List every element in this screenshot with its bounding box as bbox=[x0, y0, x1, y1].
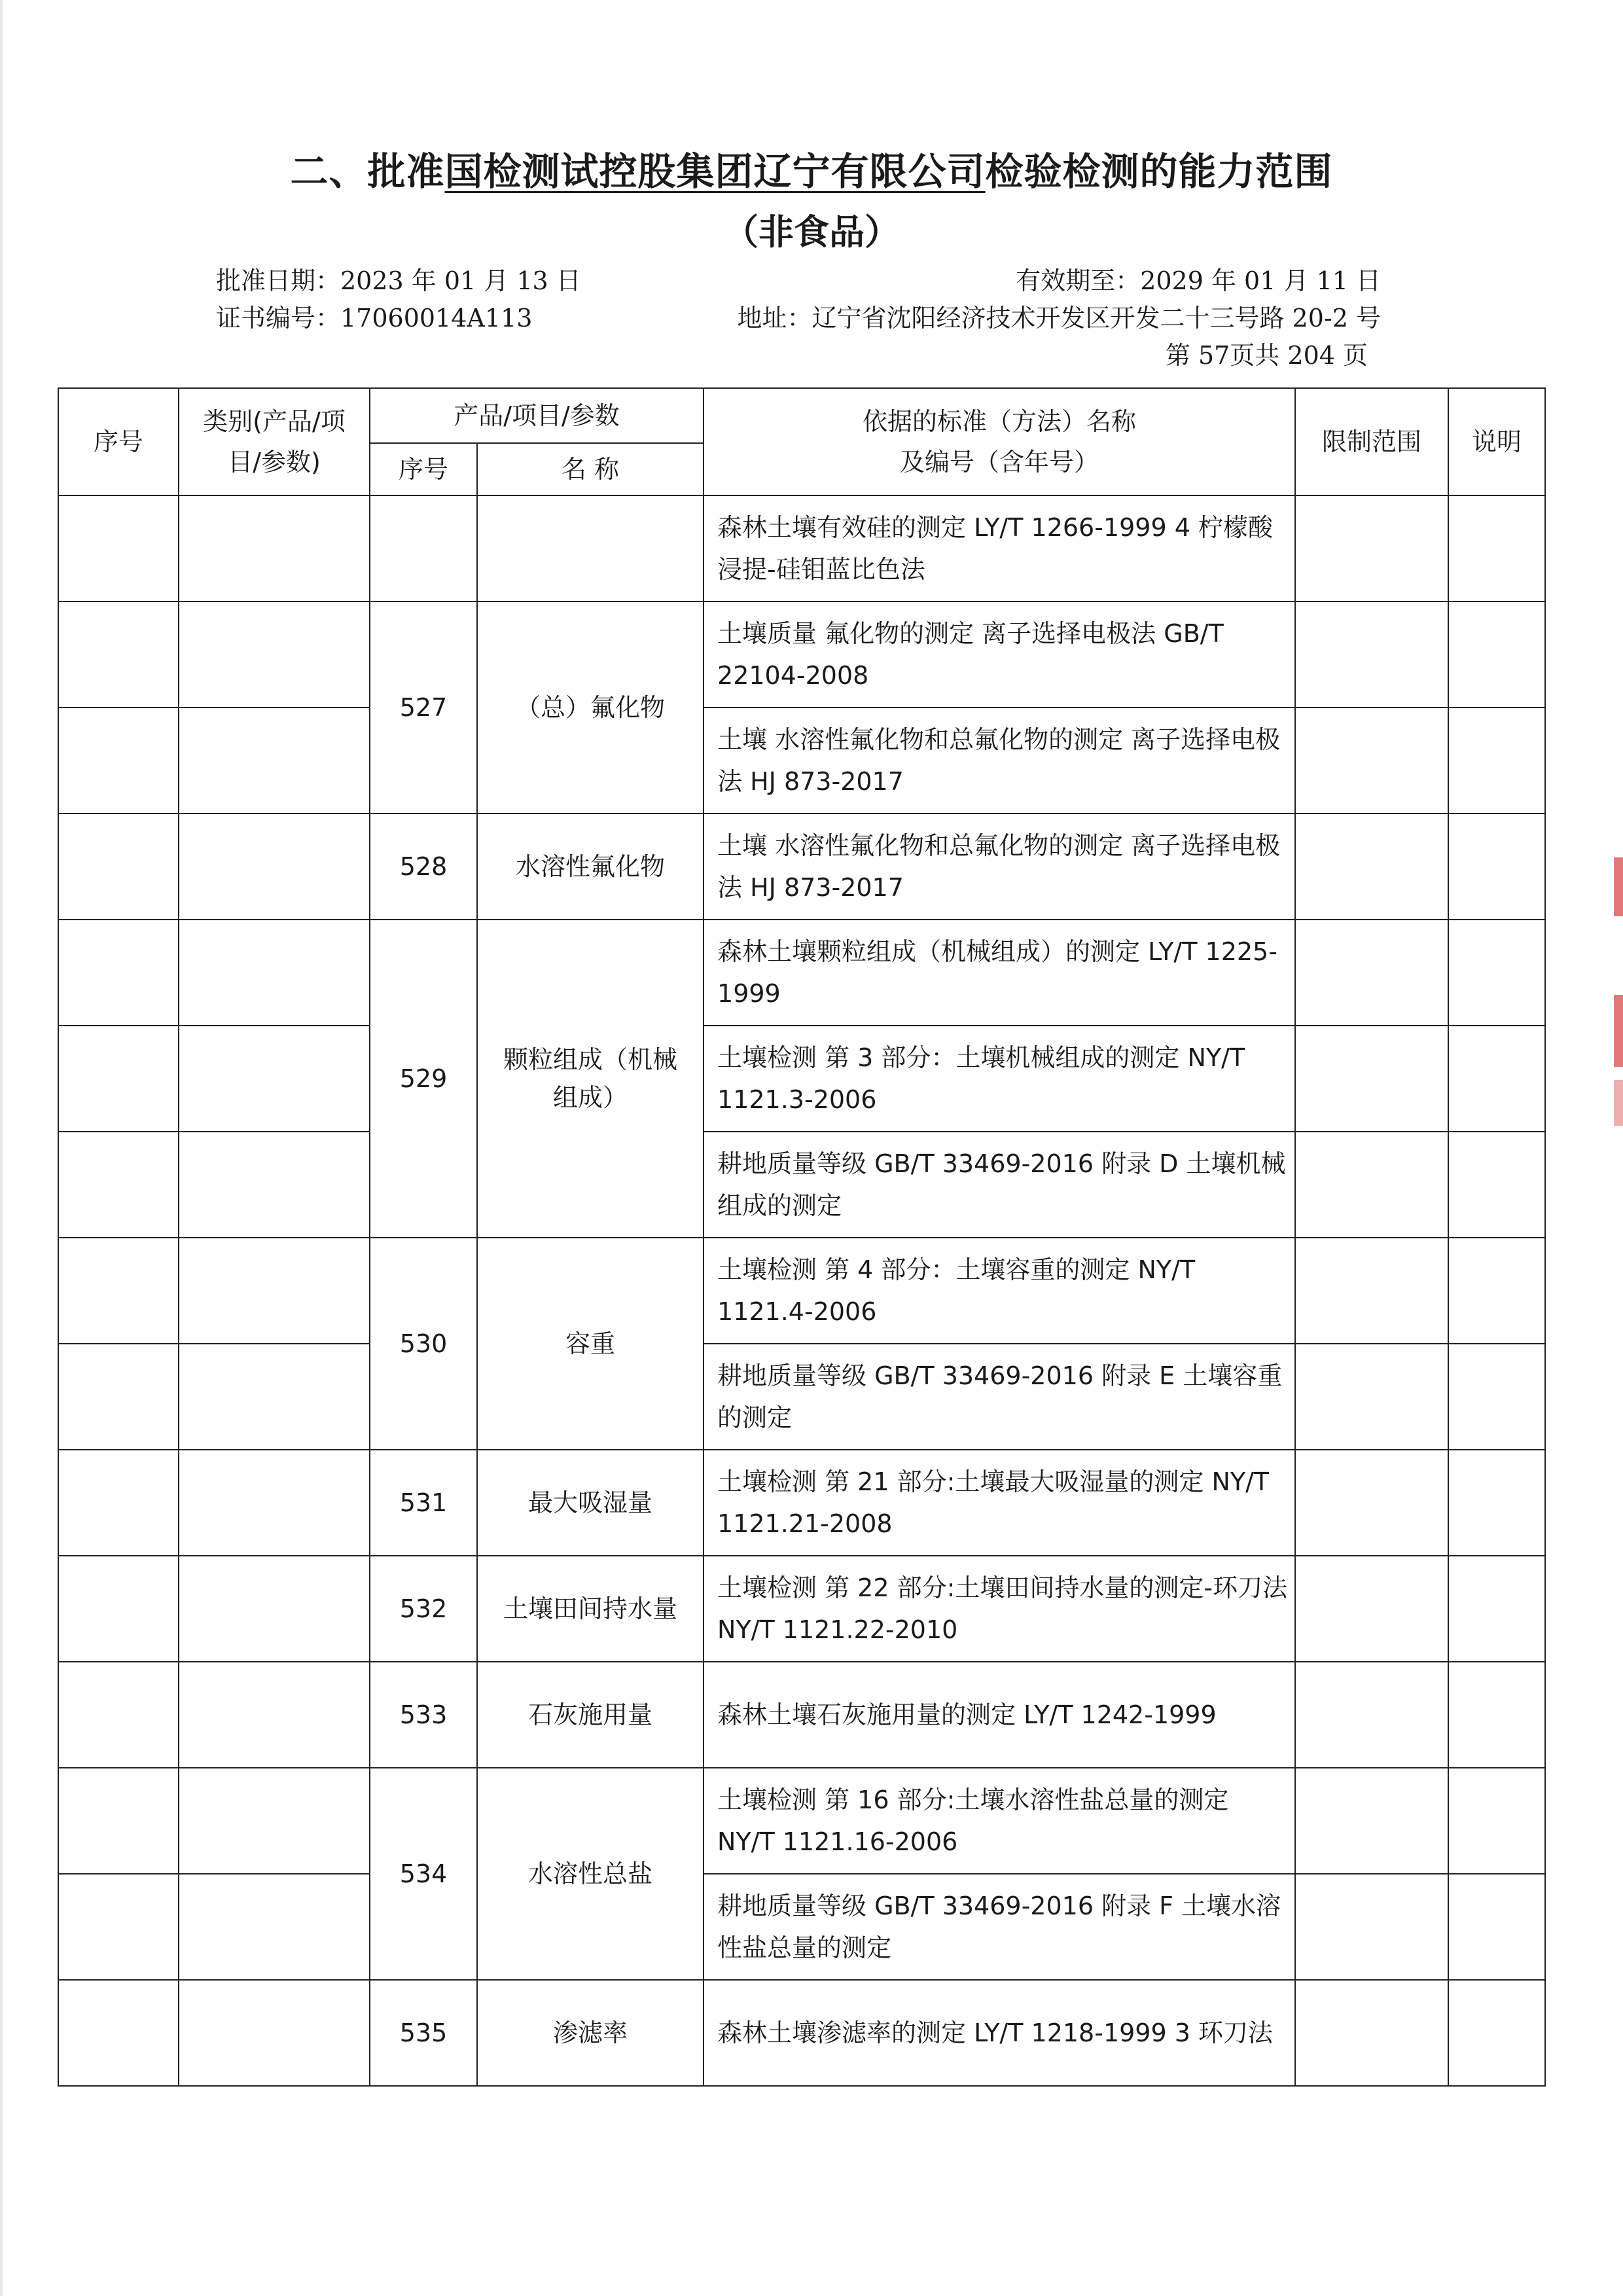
header-item-name: 名 称 bbox=[477, 443, 704, 495]
item-name: 水溶性氟化物 bbox=[477, 814, 704, 920]
item-seq bbox=[370, 495, 477, 601]
standard-cell: 土壤检测 第 3 部分：土壤机械组成的测定 NY/T 1121.3-2006 bbox=[704, 1026, 1295, 1132]
item-name: 石灰施用量 bbox=[477, 1662, 704, 1768]
item-name: 土壤田间持水量 bbox=[477, 1556, 704, 1662]
address: 地址：辽宁省沈阳经济技术开发区开发二十三号路 20-2 号 bbox=[737, 304, 1381, 332]
header-product-group: 产品/项目/参数 bbox=[370, 388, 704, 443]
seal-mark bbox=[1614, 857, 1623, 916]
certificate-number: 证书编号：17060014A113 bbox=[216, 304, 533, 332]
table-row bbox=[58, 1450, 1545, 1556]
approval-date: 批准日期：2023 年 01 月 13 日 bbox=[216, 266, 581, 295]
table-row bbox=[58, 1556, 1545, 1662]
page-title: 二、批准国检测试控股集团辽宁有限公司检验检测的能力范围 bbox=[290, 149, 1333, 194]
item-name: 渗滤率 bbox=[477, 1980, 704, 2086]
standard-cell: 土壤检测 第 22 部分:土壤田间持水量的测定-环刀法 NY/T 1121.22-2010 bbox=[704, 1556, 1295, 1662]
standard-cell: 耕地质量等级 GB/T 33469-2016 附录 D 土壤机械组成的测定 bbox=[704, 1132, 1295, 1238]
standard-cell: 土壤质量 氟化物的测定 离子选择电极法 GB/T 22104-2008 bbox=[704, 601, 1295, 708]
header-standard: 依据的标准（方法）名称 及编号（含年号） bbox=[704, 388, 1295, 495]
standard-cell: 耕地质量等级 GB/T 33469-2016 附录 F 土壤水溶性盐总量的测定 bbox=[704, 1874, 1295, 1980]
table-row bbox=[58, 1768, 1545, 1874]
table-row bbox=[58, 920, 1545, 1026]
item-name: 最大吸湿量 bbox=[477, 1450, 704, 1556]
header-limit: 限制范围 bbox=[1295, 388, 1448, 495]
header-seq: 序号 bbox=[58, 388, 179, 495]
item-seq: 531 bbox=[370, 1450, 477, 1556]
header-category: 类别(产品/项目/参数) bbox=[179, 388, 370, 495]
seal-mark bbox=[1614, 995, 1623, 1067]
valid-until: 有效期至：2029 年 01 月 11 日 bbox=[1016, 266, 1381, 295]
item-seq: 533 bbox=[370, 1662, 477, 1768]
standard-cell: 森林土壤颗粒组成（机械组成）的测定 LY/T 1225-1999 bbox=[704, 920, 1295, 1026]
header-item-seq: 序号 bbox=[370, 443, 477, 495]
item-seq: 529 bbox=[370, 920, 477, 1238]
table-row bbox=[58, 1344, 1545, 1450]
table-row bbox=[58, 495, 1545, 601]
table-row bbox=[58, 1132, 1545, 1238]
item-seq: 528 bbox=[370, 814, 477, 920]
item-name bbox=[477, 495, 704, 601]
standard-cell: 土壤 水溶性氟化物和总氟化物的测定 离子选择电极法 HJ 873-2017 bbox=[704, 814, 1295, 920]
item-name: 水溶性总盐 bbox=[477, 1768, 704, 1980]
header-note: 说明 bbox=[1448, 388, 1545, 495]
standard-cell: 耕地质量等级 GB/T 33469-2016 附录 E 土壤容重的测定 bbox=[704, 1344, 1295, 1450]
capability-table bbox=[58, 387, 1546, 2087]
page-info: 第 57页共 204 页 bbox=[1165, 341, 1368, 370]
table-row bbox=[58, 1874, 1545, 1980]
table-row bbox=[58, 1980, 1545, 2086]
item-name: 容重 bbox=[477, 1238, 704, 1450]
item-name: （总）氟化物 bbox=[477, 601, 704, 814]
table-row bbox=[58, 814, 1545, 920]
table-row bbox=[58, 708, 1545, 814]
seal-mark bbox=[1614, 1080, 1623, 1126]
item-seq: 532 bbox=[370, 1556, 477, 1662]
standard-cell: 森林土壤有效硅的测定 LY/T 1266-1999 4 柠檬酸浸提-硅钼蓝比色法 bbox=[704, 495, 1295, 601]
standard-cell: 森林土壤石灰施用量的测定 LY/T 1242-1999 bbox=[704, 1662, 1295, 1768]
table-row bbox=[58, 1026, 1545, 1132]
scan-edge bbox=[0, 0, 3, 2296]
table-row bbox=[58, 601, 1545, 708]
standard-cell: 土壤 水溶性氟化物和总氟化物的测定 离子选择电极法 HJ 873-2017 bbox=[704, 708, 1295, 814]
item-seq: 527 bbox=[370, 601, 477, 814]
table-row bbox=[58, 1238, 1545, 1344]
page-subtitle: （非食品） bbox=[723, 211, 900, 253]
item-name: 颗粒组成（机械组成） bbox=[477, 920, 704, 1238]
standard-cell: 土壤检测 第 16 部分:土壤水溶性盐总量的测定 NY/T 1121.16-2006 bbox=[704, 1768, 1295, 1874]
standard-cell: 土壤检测 第 4 部分：土壤容重的测定 NY/T 1121.4-2006 bbox=[704, 1238, 1295, 1344]
item-seq: 535 bbox=[370, 1980, 477, 2086]
item-seq: 530 bbox=[370, 1238, 477, 1450]
standard-cell: 土壤检测 第 21 部分:土壤最大吸湿量的测定 NY/T 1121.21-2008 bbox=[704, 1450, 1295, 1556]
standard-cell: 森林土壤渗滤率的测定 LY/T 1218-1999 3 环刀法 bbox=[704, 1980, 1295, 2086]
table-row bbox=[58, 1662, 1545, 1768]
organization-name: 国检测试控股集团辽宁有限公司 bbox=[444, 149, 986, 194]
item-seq: 534 bbox=[370, 1768, 477, 1980]
